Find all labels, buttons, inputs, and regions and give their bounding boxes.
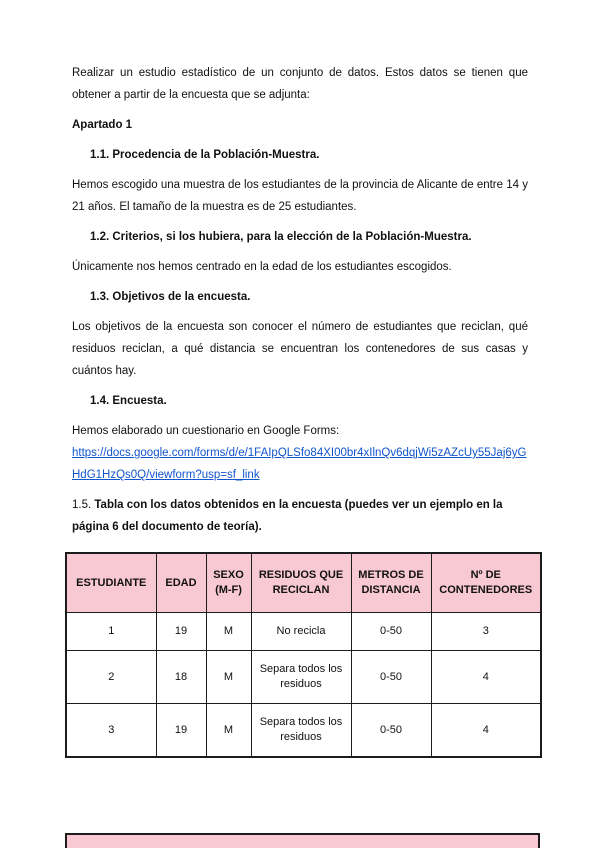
cell-sexo: M (206, 704, 251, 758)
cell-residuos: Separa todos los residuos (251, 651, 351, 704)
heading-1-3: 1.3. Objetivos de la encuesta. (90, 291, 251, 303)
intro-paragraph: Realizar un estudio estadístico de un conjunto de datos. Estos datos se tienen que obtener a partir de la encuesta que se adjunta: (72, 67, 528, 101)
cell-edad: 18 (156, 651, 206, 704)
cell-contenedores: 4 (431, 651, 541, 704)
heading-1-2: 1.2. Criterios, si los hubiera, para la elección de la Población-Muestra. (90, 231, 472, 243)
heading-1-1: 1.1. Procedencia de la Población-Muestra. (90, 149, 320, 161)
heading-1-5-number: 1.5. (72, 499, 95, 511)
heading-1-5 (72, 494, 528, 538)
heading-1-5-title: Tabla con los datos obtenidos en la encuesta (puedes ver un ejemplo en la página 6 del documento de teoría). (72, 499, 503, 533)
column-header-estudiante: ESTUDIANTE (66, 553, 156, 613)
paragraph-1-4: Hemos elaborado un cuestionario en Google Forms: (72, 425, 340, 437)
survey-data-table (65, 552, 542, 758)
cell-metros: 0-50 (351, 704, 431, 758)
cell-contenedores: 4 (431, 704, 541, 758)
cell-estudiante: 3 (66, 704, 156, 758)
paragraph-1-3: Los objetivos de la encuesta son conocer el número de estudiantes que reciclan, qué residuos reciclan, a qué distancia se encuentran los contenedores de sus casas y cuántos hay. (72, 321, 528, 377)
next-table-header-partial (65, 833, 540, 848)
cell-edad: 19 (156, 704, 206, 758)
table-row (66, 613, 541, 651)
column-header-residuos: RESIDUOS QUE RECICLAN (251, 553, 351, 613)
document-content (72, 62, 533, 758)
cell-edad: 19 (156, 613, 206, 651)
table-row (66, 704, 541, 758)
cell-estudiante: 1 (66, 613, 156, 651)
heading-1-4: 1.4. Encuesta. (90, 395, 167, 407)
cell-estudiante: 2 (66, 651, 156, 704)
table-header-row (66, 553, 541, 613)
cell-contenedores: 3 (431, 613, 541, 651)
heading-apartado-1: Apartado 1 (72, 119, 133, 131)
cell-sexo: M (206, 651, 251, 704)
column-header-contenedores: Nº DE CONTENEDORES (431, 553, 541, 613)
link-paragraph (72, 442, 528, 486)
paragraph-1-2: Únicamente nos hemos centrado en la edad de los estudiantes escogidos. (72, 261, 452, 273)
column-header-metros: METROS DE DISTANCIA (351, 553, 431, 613)
table-row (66, 651, 541, 704)
cell-sexo: M (206, 613, 251, 651)
cell-metros: 0-50 (351, 613, 431, 651)
cell-metros: 0-50 (351, 651, 431, 704)
cell-residuos: No recicla (251, 613, 351, 651)
paragraph-1-1: Hemos escogido una muestra de los estudiantes de la provincia de Alicante de entre 14 y 21 años. El tamaño de la muestra es de 25 estudiantes. (72, 179, 528, 213)
google-forms-link[interactable]: https://docs.google.com/forms/d/e/1FAIpQLSfo84XI00br4xIlnQv6dqjWi5zAZcUy55Jaj6yGHdG1HzQs0Q/viewform?usp=sf_link (72, 447, 527, 481)
cell-residuos: Separa todos los residuos (251, 704, 351, 758)
column-header-edad: EDAD (156, 553, 206, 613)
column-header-sexo: SEXO (M-F) (206, 553, 251, 613)
